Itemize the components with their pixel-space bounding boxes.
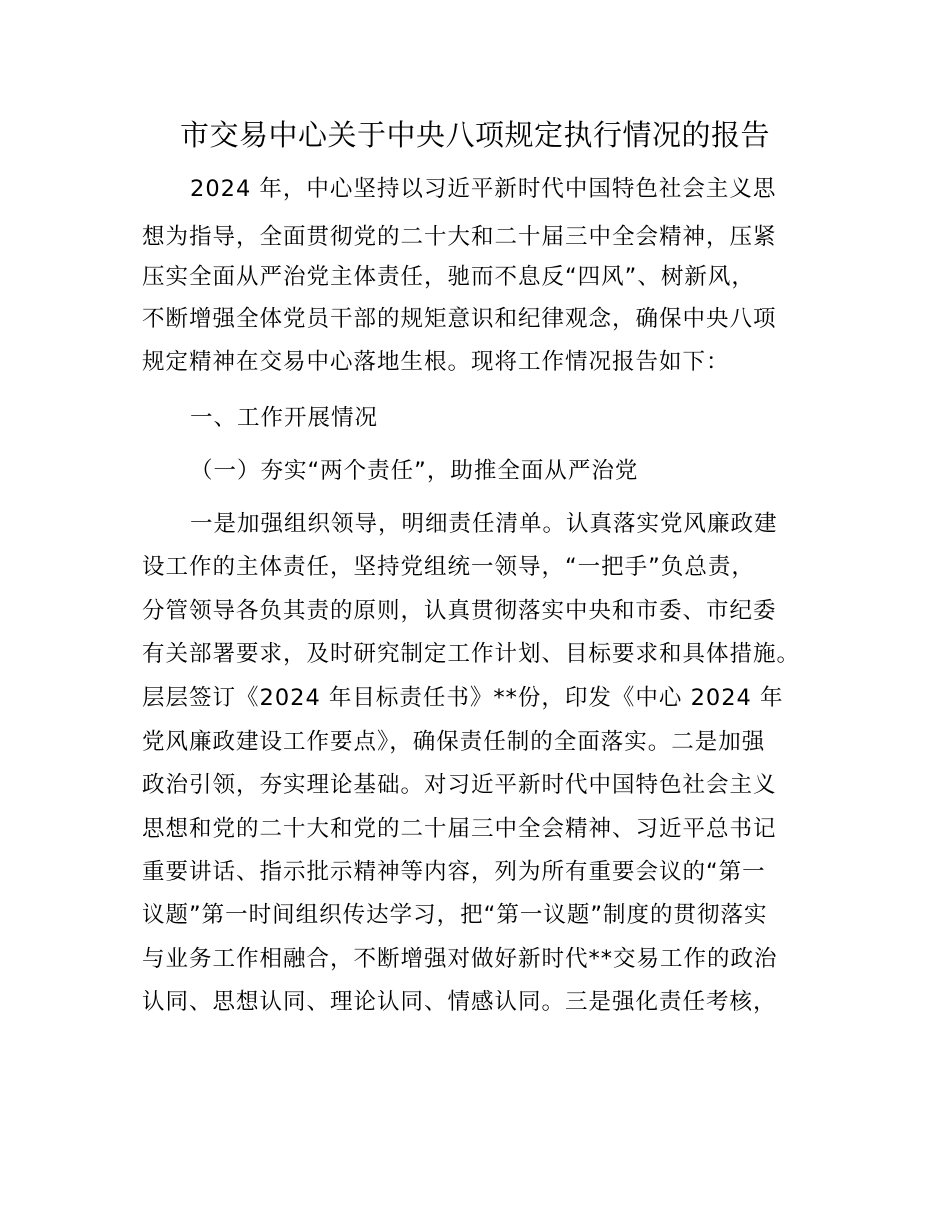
body-line-9: 重要讲话、指示批示精神等内容，列为所有重要会议的“第一 [142, 859, 766, 885]
subsection-heading: （一）夯实“两个责任”，助推全面从严治党 [190, 458, 639, 484]
body-line-11: 与业务工作相融合，不断增强对做好新时代**交易工作的政治 [142, 946, 778, 972]
body-line-5: 层层签订《2024 年目标责任书》**份，印发《中心 2024 年 [142, 685, 784, 711]
body-line-3: 分管领导各负其责的原则，认真贯彻落实中央和市委、市纪委 [142, 598, 777, 624]
body-line-8: 思想和党的二十大和党的二十届三中全会精神、习近平总书记 [142, 816, 777, 842]
body-line-10: 议题”第一时间组织传达学习，把“第一议题”制度的贯彻落实 [142, 902, 768, 928]
intro-line-2: 想为指导，全面贯彻党的二十大和二十届三中全会精神，压紧 [142, 224, 777, 250]
section-heading: 一、工作开展情况 [190, 405, 379, 431]
body-line-12: 认同、思想认同、理论认同、情感认同。三是强化责任考核， [142, 989, 777, 1015]
intro-line-3: 压实全面从严治党主体责任，驰而不息反“四风”、树新风， [142, 264, 755, 290]
intro-line-1: 2024 年，中心坚持以习近平新时代中国特色社会主义思 [190, 176, 777, 202]
body-line-2: 设工作的主体责任，坚持党组统一领导，“一把手”负总责， [142, 554, 755, 580]
document-title: 市交易中心关于中央八项规定执行情况的报告 [179, 118, 770, 152]
intro-line-5: 规定精神在交易中心落地生根。现将工作情况报告如下： [142, 349, 730, 375]
body-line-1: 一是加强组织领导，明细责任清单。认真落实党风廉政建 [190, 511, 778, 537]
intro-line-4: 不断增强全体党员干部的规矩意识和纪律观念，确保中央八项 [142, 306, 777, 332]
body-line-6: 党风廉政建设工作要点》，确保责任制的全面落实。二是加强 [142, 729, 766, 755]
body-line-7: 政治引领，夯实理论基础。对习近平新时代中国特色社会主义 [142, 772, 777, 798]
body-line-4: 有关部署要求，及时研究制定工作计划、目标要求和具体措施。 [142, 641, 801, 667]
